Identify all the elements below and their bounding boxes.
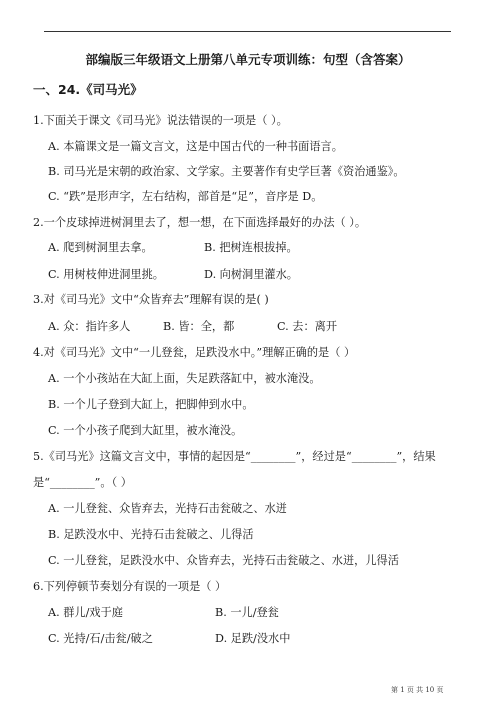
question-2: 2.一个皮球掉进树洞里去了，想一想，在下面选择最好的办法（ ）。 bbox=[33, 216, 367, 229]
question-4: 4.对《司马光》文中“一儿登瓮，足跌没水中。”理解正确的是（ ） bbox=[33, 346, 356, 359]
q6-option-d: D. 足跌/没水中 bbox=[215, 632, 291, 645]
q2-option-a: A. 爬到树洞里去拿。 bbox=[48, 241, 153, 254]
q6-option-a: A. 群儿/戏于庭 bbox=[48, 606, 123, 619]
q5-option-b: B. 足跌没水中、光持石击瓮破之、儿得活 bbox=[48, 528, 254, 541]
q5-option-c: C. 一儿登瓮，足跌没水中、众皆弃去，光持石击瓮破之、水迸，儿得活 bbox=[48, 554, 399, 567]
question-3: 3.对《司马光》文中“众皆弃去”理解有误的是( ) bbox=[33, 293, 269, 306]
q3-option-c: C. 去：离开 bbox=[277, 320, 338, 333]
q1-option-a: A. 本篇课文是一篇文言文，这是中国古代的一种书面语言。 bbox=[48, 140, 343, 153]
q4-option-a: A. 一个小孩站在大缸上面，失足跌落缸中，被水淹没。 bbox=[48, 372, 321, 385]
section-heading: 一、24.《司马光》 bbox=[33, 82, 143, 97]
q2-option-b: B. 把树连根拔掉。 bbox=[204, 241, 298, 254]
q4-option-b: B. 一个儿子登到大缸上，把脚伸到水中。 bbox=[48, 398, 254, 411]
question-5-cont: 是“________”。（ ） bbox=[33, 476, 132, 489]
q4-option-c: C. 一个小孩子爬到大缸里，被水淹没。 bbox=[48, 424, 243, 437]
q1-option-b: B. 司马光是宋朝的政治家、文学家。主要著作有史学巨著《资治通鉴》。 bbox=[48, 165, 405, 178]
q6-option-c: C. 光持/石/击瓮/破之 bbox=[48, 632, 153, 645]
q6-option-b: B. 一儿/登瓮 bbox=[215, 606, 279, 619]
q1-option-c: C. “跌”是形声字，左右结构，部首是“足”，音序是 D。 bbox=[48, 190, 323, 203]
header-rule bbox=[44, 31, 451, 32]
q3-option-b: B. 皆：全，都 bbox=[163, 320, 235, 333]
document-title: 部编版三年级语文上册第八单元专项训练：句型（含答案） bbox=[85, 52, 411, 67]
q2-option-c: C. 用树枝伸进洞里挑。 bbox=[48, 268, 164, 281]
question-1: 1.下面关于课文《司马光》说法错误的一项是（ ）。 bbox=[33, 114, 288, 127]
page-number: 第 1 页 共 10 页 bbox=[391, 686, 444, 694]
q5-option-a: A. 一儿登瓮、众皆弃去，光持石击瓮破之、水迸 bbox=[48, 502, 287, 515]
q3-option-a: A. 众：指许多人 bbox=[48, 320, 131, 333]
question-5: 5.《司马光》这篇文言文中，事情的起因是“________”，经过是“________”，结果 bbox=[33, 450, 436, 463]
question-6: 6.下列停顿节奏划分有误的一项是（ ） bbox=[33, 580, 227, 593]
q2-option-d: D. 向树洞里灌水。 bbox=[204, 268, 298, 281]
